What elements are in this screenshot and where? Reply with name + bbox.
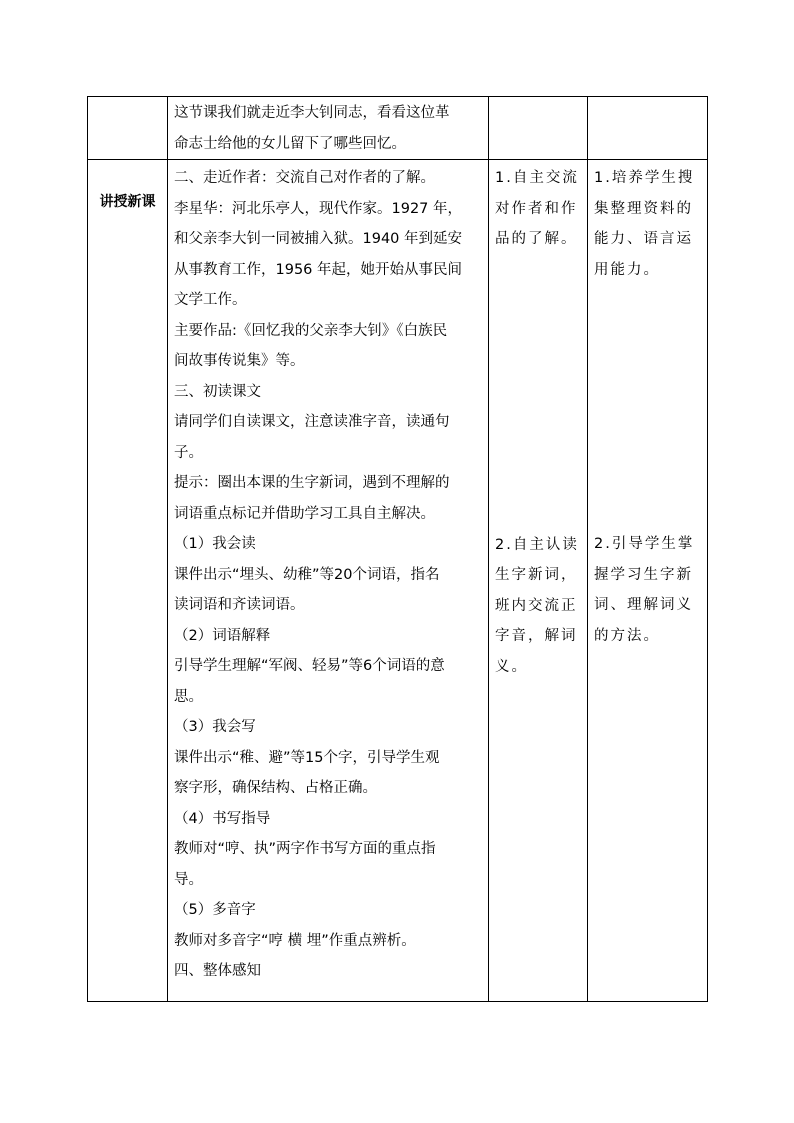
intro-row xyxy=(88,97,708,160)
stage-cell-empty xyxy=(88,97,168,160)
activity-line: 1.自主交流 xyxy=(495,170,579,186)
intro-content-cell xyxy=(168,97,489,160)
content-line: （4）书写指导 xyxy=(174,810,271,827)
intent-line: 2.引导学生掌 xyxy=(594,536,695,552)
activity-line: 字音，解词 xyxy=(495,628,578,644)
content-line: 导。 xyxy=(174,871,203,888)
intent-line: 握学习生字新 xyxy=(594,566,693,583)
stage-cell xyxy=(88,160,168,1002)
content-line: 请同学们自读课文，注意读准字音，读通句 xyxy=(174,414,450,430)
content-line: （5）多音字 xyxy=(174,902,256,918)
intent-line: 集整理资料的 xyxy=(594,200,693,217)
content-line: 课件出示“埋头、幼稚”等20个词语，指名 xyxy=(174,566,440,583)
spacer xyxy=(495,255,583,530)
content-line: 文学工作。 xyxy=(174,292,247,308)
activity-line: 班内交流正 xyxy=(495,597,578,614)
content-line: 和父亲李大钊一同被捕入狱。1940 年到延安 xyxy=(174,231,463,247)
student-activity-cell xyxy=(489,160,588,1002)
content-line: 从事教育工作，1956 年起，她开始从事民间 xyxy=(174,261,463,278)
intent-line: 能力、语言运 xyxy=(594,231,693,247)
intro-line: 这节课我们就走近李大钊同志，看看这位革 xyxy=(174,105,450,121)
stage-label: 讲授新课 xyxy=(99,194,156,210)
content-line: 引导学生理解“军阀、轻易”等6个词语的意 xyxy=(174,658,445,674)
intro-intent-cell xyxy=(588,97,708,160)
spacer xyxy=(594,285,703,529)
content-line: 主要作品:《回忆我的父亲李大钊》《白族民 xyxy=(174,322,448,339)
student-activity-1 xyxy=(495,163,583,255)
intent-line: 1.培养学生搜 xyxy=(594,170,695,186)
content-line: 四、整体感知 xyxy=(174,963,261,979)
main-content-cell xyxy=(168,160,489,1002)
design-intent-2 xyxy=(594,529,703,651)
lesson-plan-table xyxy=(87,96,708,1002)
content-line: 教师对“哼、执”两字作书写方面的重点指 xyxy=(174,841,436,857)
content-line: 李星华：河北乐亭人，现代作家。1927 年， xyxy=(174,200,463,217)
content-lines xyxy=(168,160,488,987)
content-line: 教师对多音字“哼 横 埋”作重点辨析。 xyxy=(174,932,416,949)
content-line: 课件出示“稚、避”等15个字，引导学生观 xyxy=(174,749,440,766)
activity-line: 对作者和作 xyxy=(495,200,578,217)
content-line: 三、初读课文 xyxy=(174,383,261,400)
content-line: 二、走近作者：交流自己对作者的了解。 xyxy=(174,170,435,186)
main-row xyxy=(88,160,708,1002)
intent-line: 的方法。 xyxy=(594,627,660,644)
content-line: 间故事传说集》等。 xyxy=(174,353,305,369)
activity-line: 2.自主认读 xyxy=(495,536,579,553)
design-intent-1 xyxy=(594,163,703,285)
design-intent-cell xyxy=(588,160,708,1002)
activity-line: 义。 xyxy=(495,658,528,675)
content-line: 提示：圈出本课的生字新词，遇到不理解的 xyxy=(174,475,450,491)
content-line: 察字形，确保结构、占格正确。 xyxy=(174,780,377,796)
intro-line: 命志士给他的女儿留下了哪些回忆。 xyxy=(174,135,406,152)
content-line: （1）我会读 xyxy=(174,536,256,552)
content-line: 思。 xyxy=(174,688,203,705)
content-line: 子。 xyxy=(174,444,203,461)
content-line: （2）词语解释 xyxy=(174,627,271,644)
content-line: （3）我会写 xyxy=(174,719,256,735)
intro-activity-cell xyxy=(489,97,588,160)
content-line: 词语重点标记并借助学习工具自主解决。 xyxy=(174,505,435,522)
activity-line: 生字新词， xyxy=(495,567,578,583)
content-line: 读词语和齐读词语。 xyxy=(174,597,305,613)
student-activity-2 xyxy=(495,530,583,683)
intent-line: 词、理解词义 xyxy=(594,597,693,613)
intent-line: 用能力。 xyxy=(594,261,660,278)
activity-line: 品的了解。 xyxy=(495,231,578,247)
